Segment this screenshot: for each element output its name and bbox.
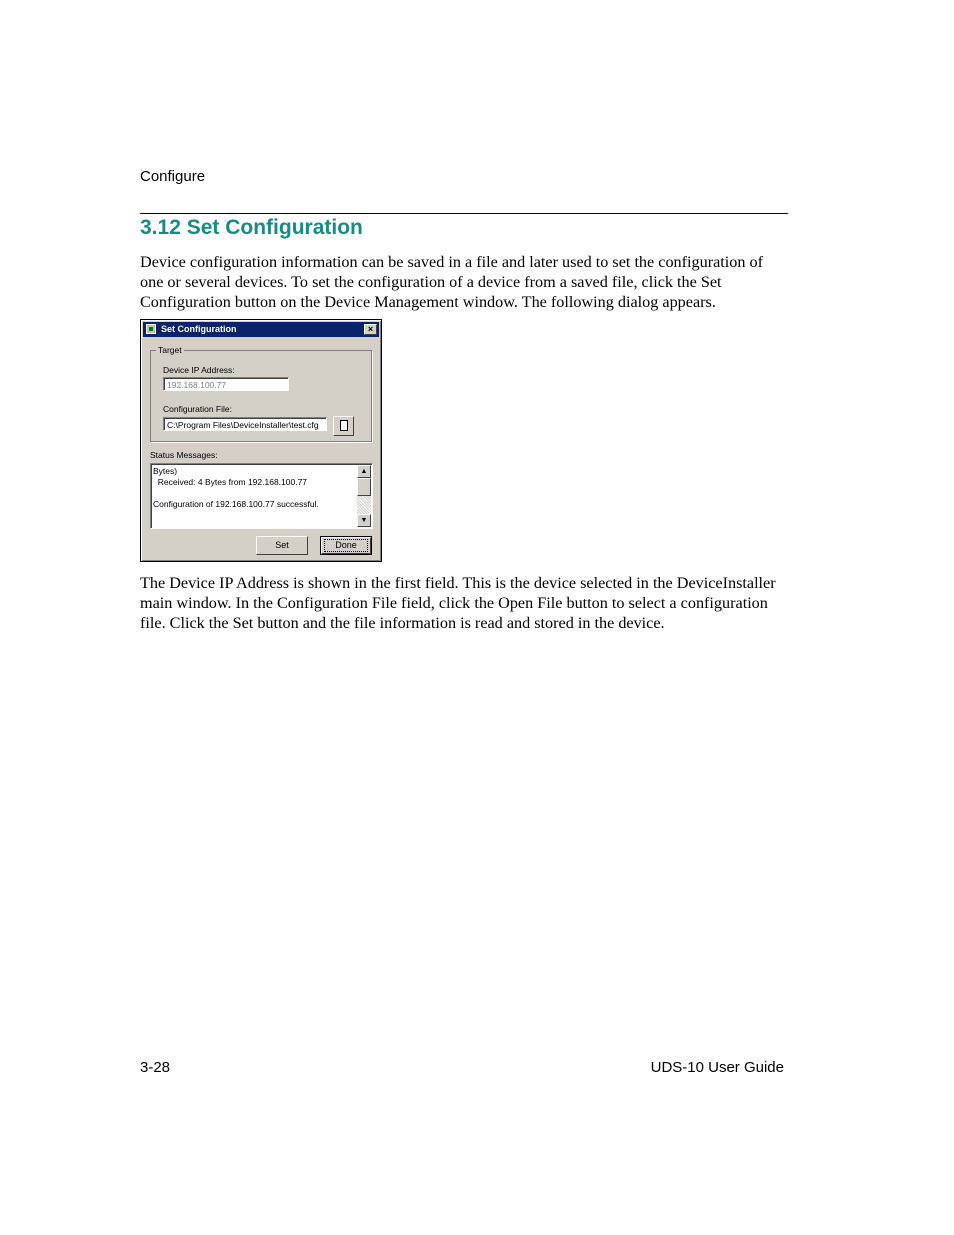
open-file-button[interactable] (333, 416, 354, 436)
document-icon (340, 420, 348, 431)
intro-paragraph: Device configuration information can be saved in a file and later used to set the configuration of one or several devices. To set the configuration of a device from a saved file, click the Set Configuration button on the Device Management window. The following dialog appears. (140, 253, 763, 311)
dialog-title: Set Configuration (161, 324, 237, 334)
scroll-thumb[interactable] (357, 478, 371, 496)
section-title: 3.12 Set Configuration (140, 216, 363, 239)
status-messages-box[interactable] (150, 463, 373, 529)
running-head: Configure (140, 168, 206, 185)
status-messages-label: Status Messages: (150, 450, 218, 460)
scroll-up-icon[interactable]: ▲ (357, 465, 371, 478)
page-number: 3-28 (140, 1059, 171, 1076)
configuration-file-field[interactable]: C:\Program Files\DeviceInstaller\test.cfg (163, 417, 327, 431)
guide-title: UDS-10 User Guide (650, 1059, 784, 1076)
close-button[interactable]: × (364, 324, 377, 335)
status-messages-text: Bytes) Received: 4 Bytes from 192.168.100.77 Configuration of 192.168.100.77 successful. (153, 466, 319, 509)
device-ip-field[interactable]: 192.168.100.77 (163, 377, 289, 391)
done-button-label: Done (324, 539, 368, 552)
done-button[interactable] (320, 536, 372, 555)
app-icon (146, 324, 156, 334)
dialog-titlebar (143, 322, 379, 337)
target-group-label: Target (158, 345, 182, 355)
scroll-down-icon[interactable]: ▼ (357, 514, 371, 527)
status-scrollbar[interactable] (357, 465, 371, 527)
header-rule (140, 213, 788, 214)
set-button[interactable]: Set (256, 536, 308, 555)
set-configuration-dialog (140, 319, 382, 562)
device-ip-label: Device IP Address: (163, 365, 235, 375)
configuration-file-label: Configuration File: (163, 404, 232, 414)
after-dialog-paragraph: The Device IP Address is shown in the first field. This is the device selected in the DeviceInstaller main window. In the Configuration File field, click the Open File button to select a configuration file. Click the Set button and the file information is read and stored in the device. (140, 574, 776, 632)
